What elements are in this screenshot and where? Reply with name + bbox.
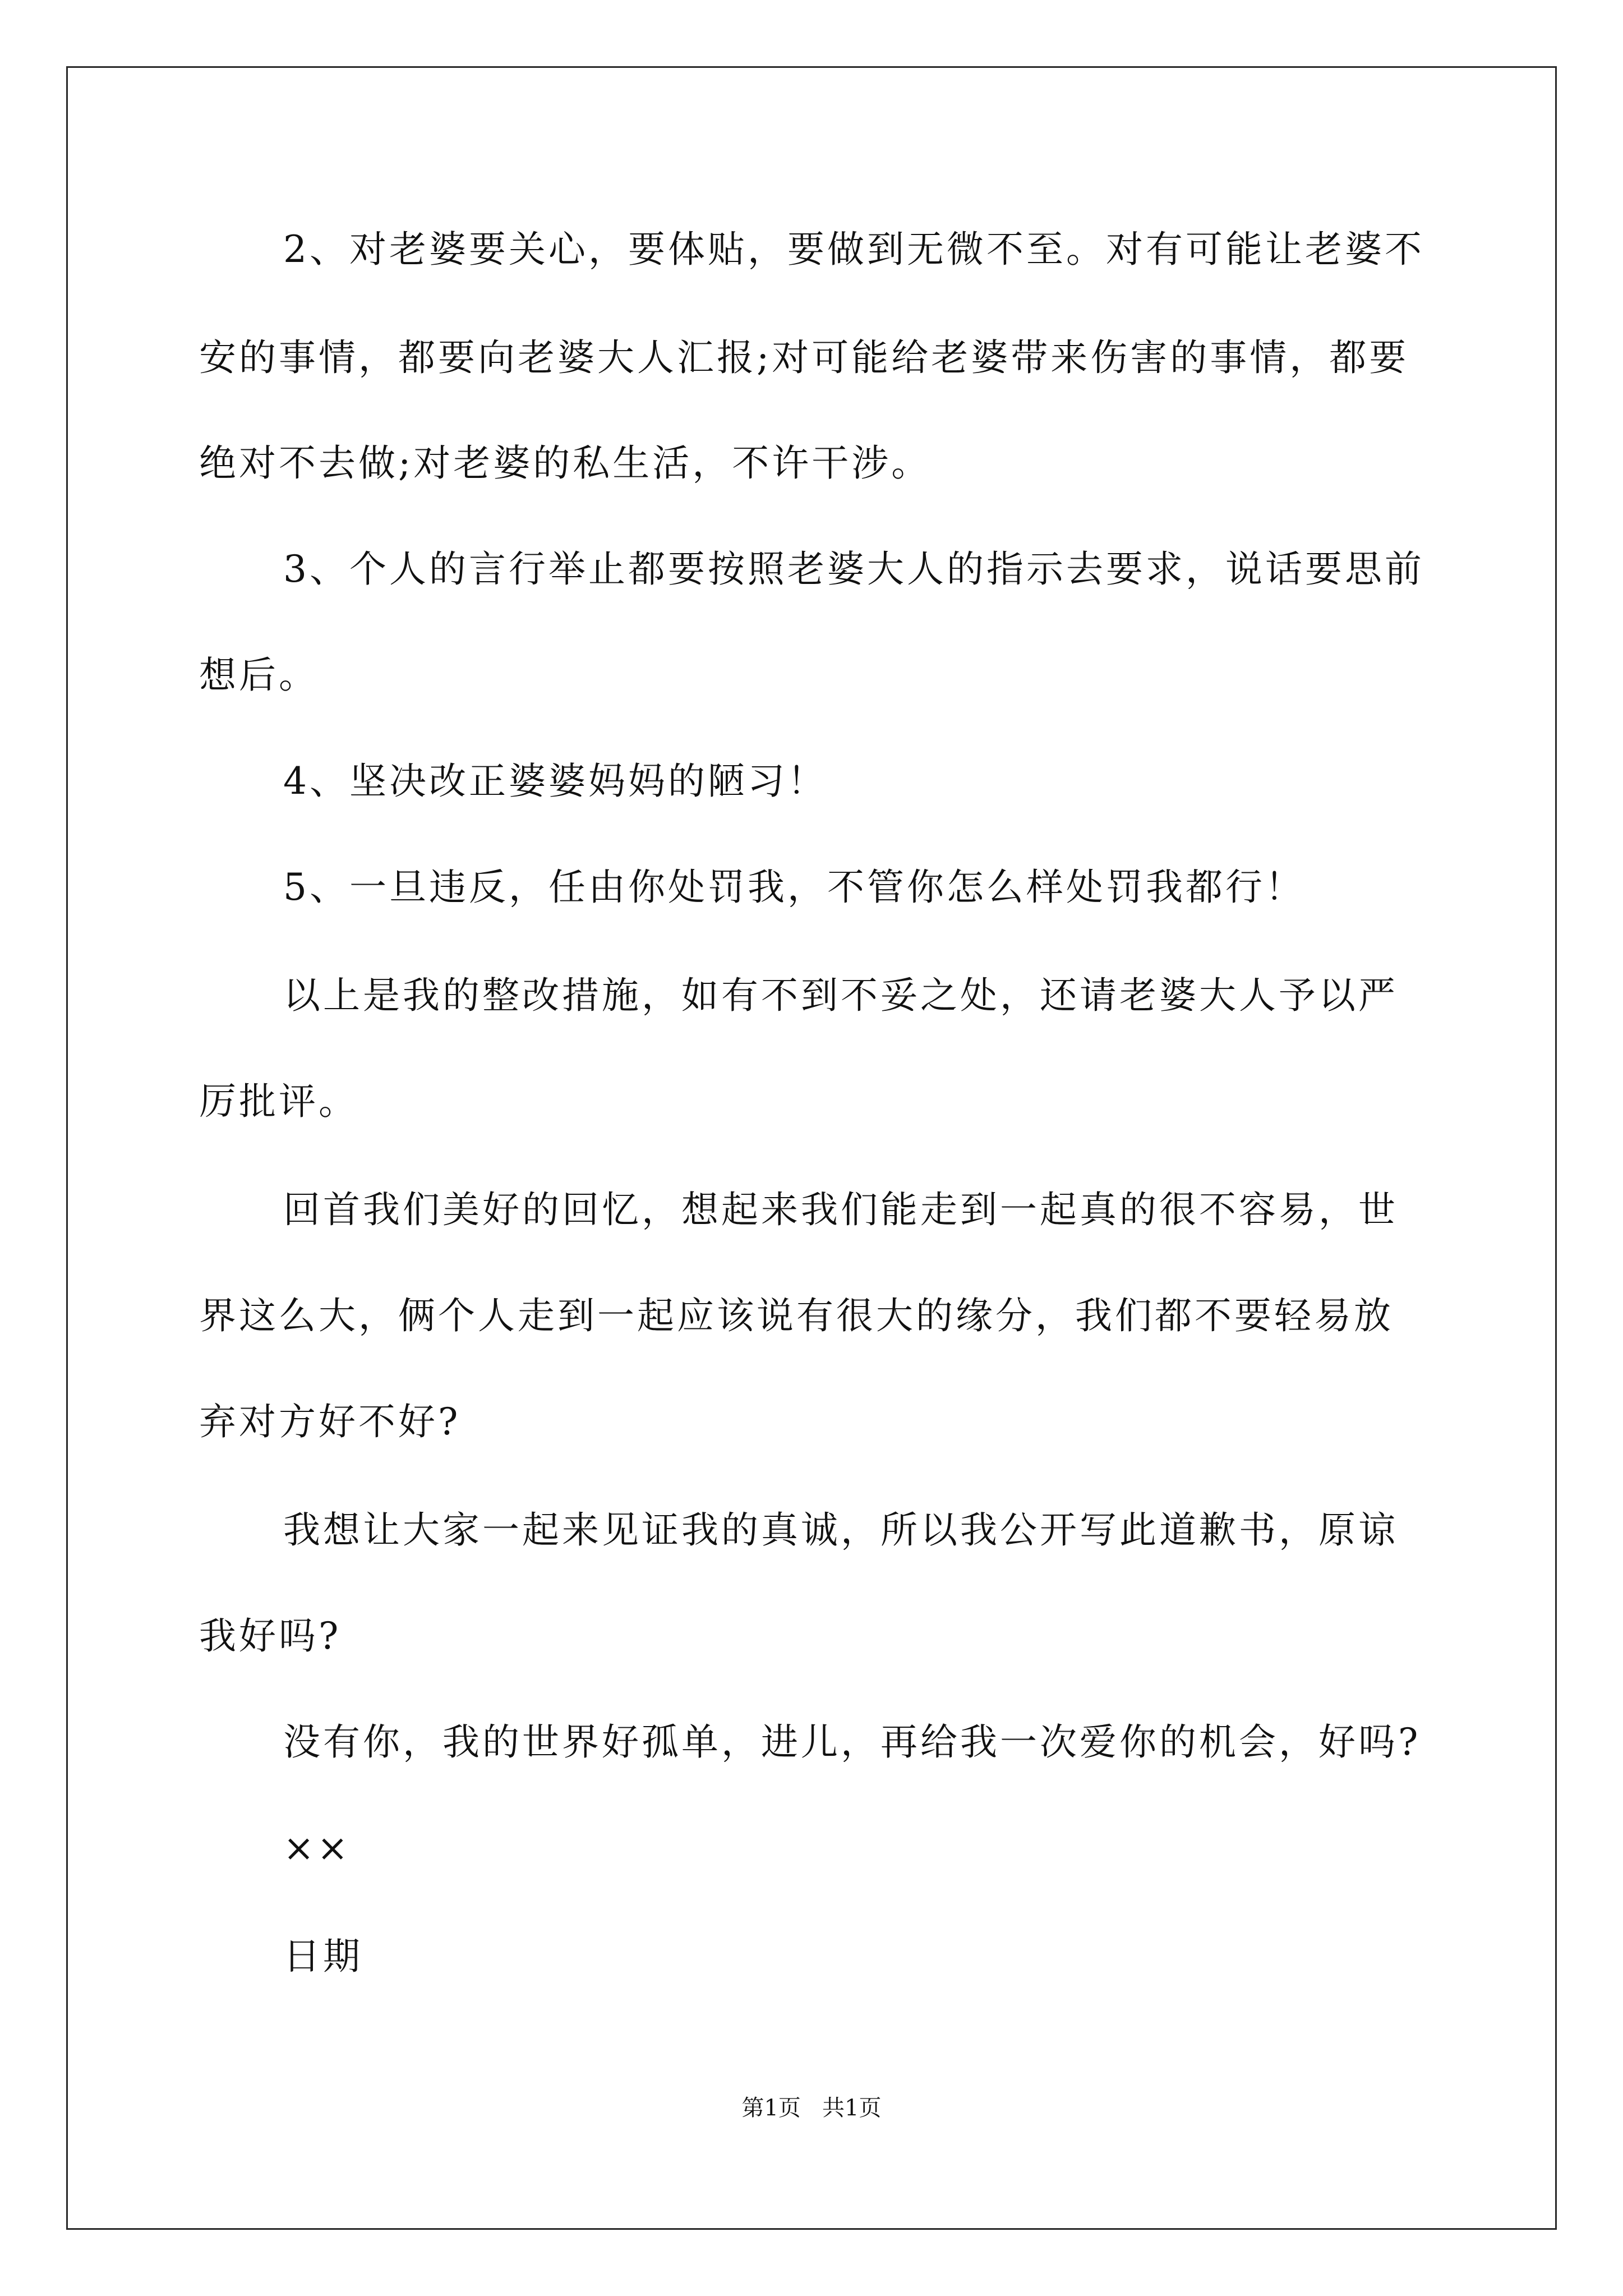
paragraph-line: 4、坚决改正婆婆妈妈的陋习！ <box>283 760 827 803</box>
paragraph-line: 3、个人的言行举止都要按照老婆大人的指示去要求，说话要思前 <box>283 547 1424 591</box>
paragraph-line: 我好吗? <box>199 1614 342 1658</box>
page-frame <box>66 66 1557 2230</box>
paragraph-line: 想后。 <box>199 654 319 697</box>
date-line: 日期 <box>283 1935 363 1978</box>
paragraph-line: 5、一旦违反，任由你处罚我，不管你怎么样处罚我都行！ <box>283 866 1305 909</box>
paragraph-line: 安的事情，都要向老婆大人汇报;对可能给老婆带来伤害的事情，都要 <box>199 336 1409 379</box>
signature-line: ×× <box>283 1826 351 1870</box>
paragraph-line: 弃对方好不好? <box>199 1400 461 1443</box>
paragraph-line: 界这么大，俩个人走到一起应该说有很大的缘分，我们都不要轻易放 <box>199 1294 1394 1337</box>
paragraph-line: 没有你，我的世界好孤单，进儿，再给我一次爱你的机会，好吗? <box>283 1720 1421 1764</box>
page-number-footer: 第1页 共1页 <box>741 2095 882 2121</box>
paragraph-line: 以上是我的整改措施，如有不到不妥之处，还请老婆大人予以严 <box>283 974 1398 1017</box>
paragraph-line: 绝对不去做;对老婆的私生活，不许干涉。 <box>199 441 932 485</box>
paragraph-line: 厉批评。 <box>199 1080 358 1123</box>
paragraph-line: 我想让大家一起来见证我的真诚，所以我公开写此道歉书，原谅 <box>283 1508 1398 1552</box>
paragraph-line: 2、对老婆要关心，要体贴，要做到无微不至。对有可能让老婆不 <box>283 228 1424 271</box>
paragraph-line: 回首我们美好的回忆，想起来我们能走到一起真的很不容易，世 <box>283 1188 1398 1231</box>
